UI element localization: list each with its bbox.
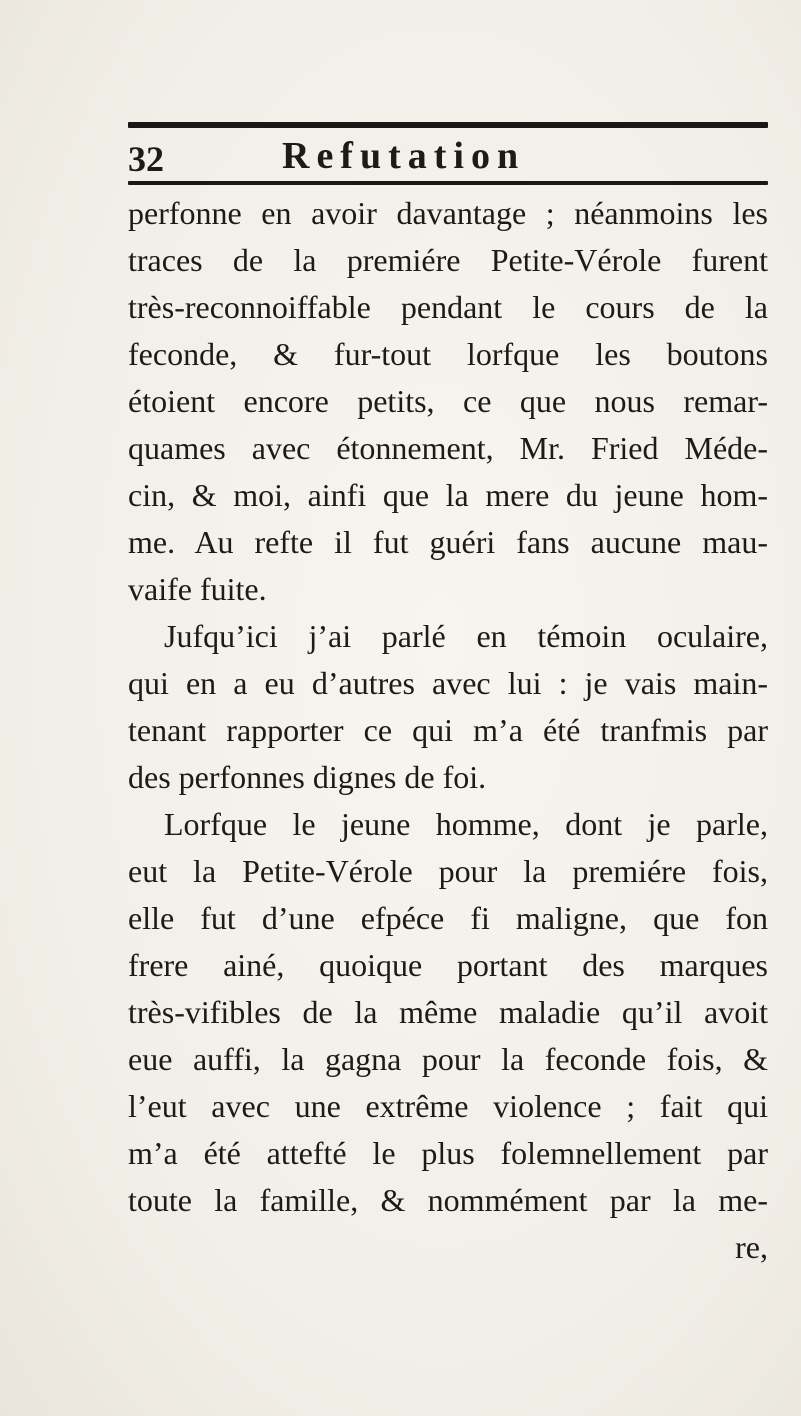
text-line: eut la Petite-Vérole pour la premiére fois, xyxy=(128,853,768,889)
text-line: traces de la premiére Petite-Vérole furent xyxy=(128,242,768,278)
catchword: re, xyxy=(735,1229,768,1265)
text-line: l’eut avec une extrême violence ; fait qui xyxy=(128,1088,768,1124)
running-title: Refutation xyxy=(282,135,526,177)
text-line: très-reconnoiffable pendant le cours de la xyxy=(128,289,768,325)
text-line: quames avec étonnement, Mr. Fried Méde- xyxy=(128,430,768,466)
text-line: frere ainé, quoique portant des marques xyxy=(128,947,768,983)
text-line: Lorfque le jeune homme, dont je parle, xyxy=(164,806,768,842)
text-line: me. Au refte il fut guéri fans aucune mau- xyxy=(128,524,768,560)
text-line: perfonne en avoir davantage ; néanmoins les xyxy=(128,195,768,231)
body-text xyxy=(128,190,768,1271)
text-line: m’a été attefté le plus folemnellement par xyxy=(128,1135,768,1171)
text-line: cin, & moi, ainfi que la mere du jeune hom- xyxy=(128,477,768,513)
page-number: 32 xyxy=(128,139,164,179)
text-line: des perfonnes dignes de foi. xyxy=(128,759,487,795)
header-rule-bottom xyxy=(128,181,768,185)
text-line: vaife fuite. xyxy=(128,571,267,607)
text-line: qui en a eu d’autres avec lui : je vais main- xyxy=(128,665,768,701)
text-line: Jufqu’ici j’ai parlé en témoin oculaire, xyxy=(164,618,768,654)
text-line: tenant rapporter ce qui m’a été tranfmis par xyxy=(128,712,768,748)
text-line: étoient encore petits, ce que nous remar- xyxy=(128,383,768,419)
text-line: feconde, & fur-tout lorfque les boutons xyxy=(128,336,768,372)
text-line: eue auffi, la gagna pour la feconde fois, & xyxy=(128,1041,768,1077)
text-line: très-vifibles de la même maladie qu’il avoit xyxy=(128,994,768,1030)
text-line: elle fut d’une efpéce fi maligne, que fon xyxy=(128,900,768,936)
header-rule-top xyxy=(128,122,768,128)
text-line: toute la famille, & nommément par la me- xyxy=(128,1182,768,1218)
